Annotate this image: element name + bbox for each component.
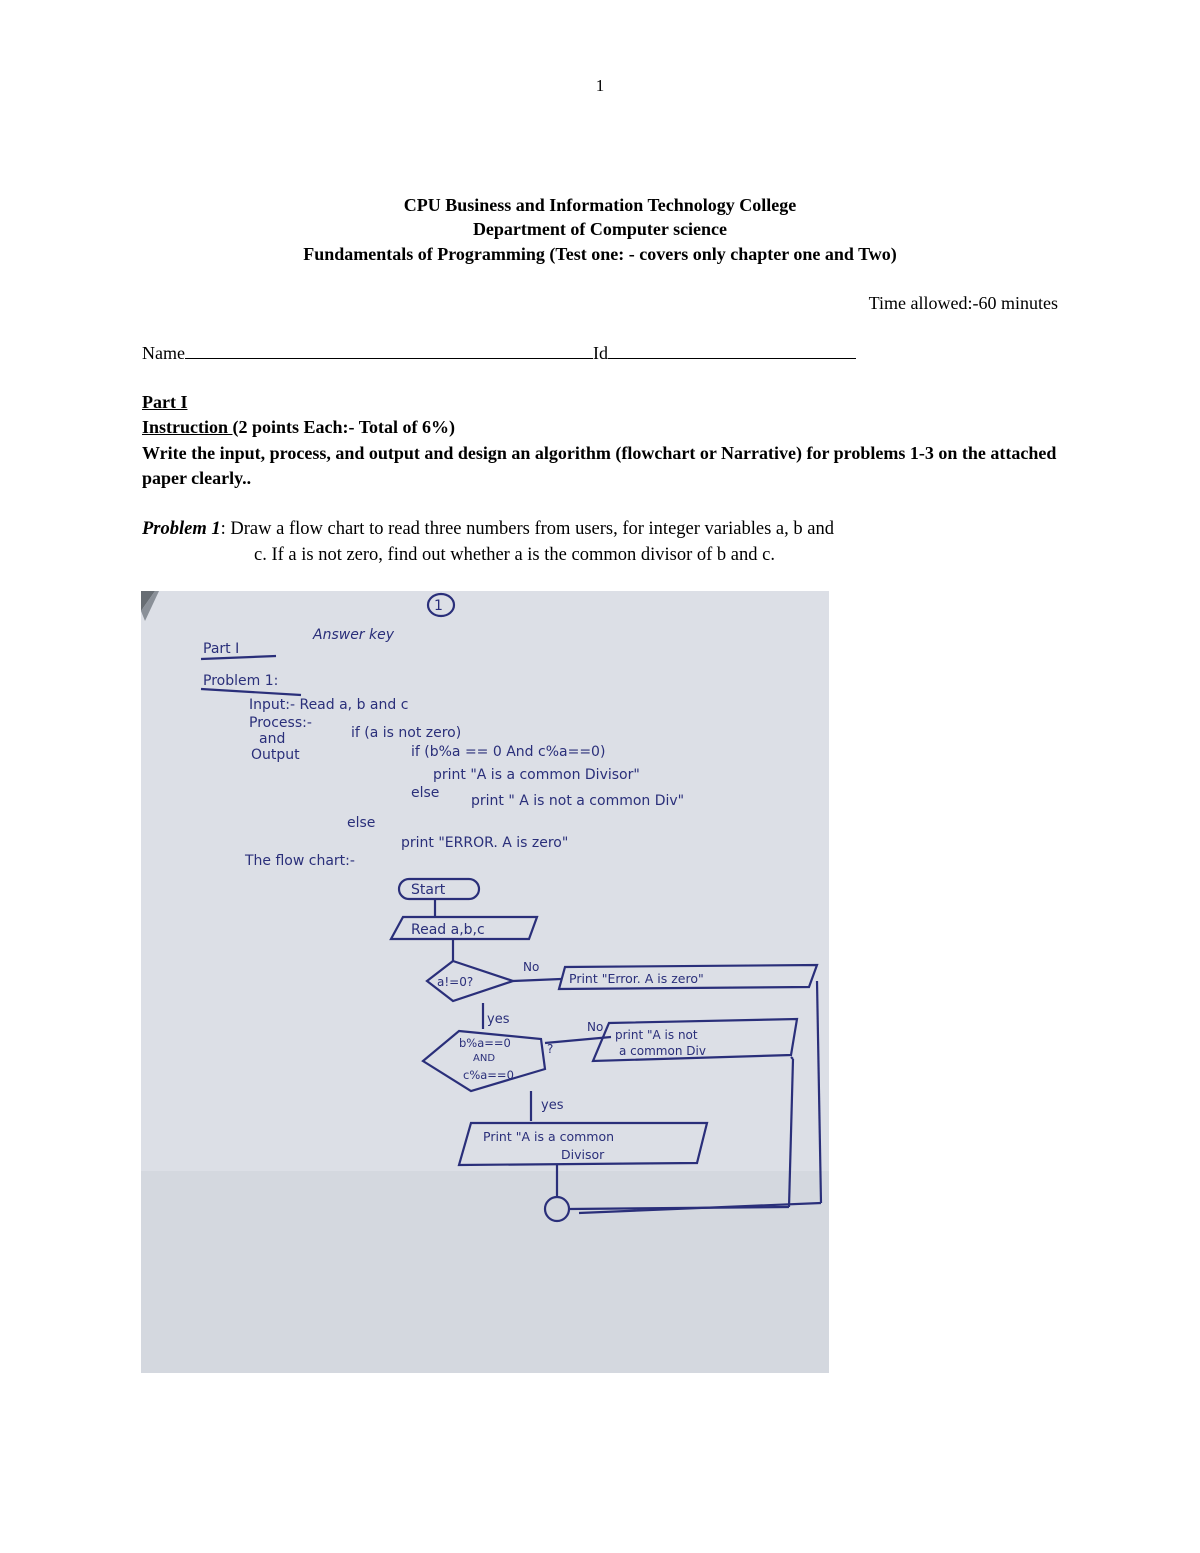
instruction-line: [142, 417, 455, 438]
fc-start-text: Start: [411, 882, 446, 898]
problem-1: [142, 516, 1062, 568]
hw-problem: Problem 1:: [203, 673, 279, 689]
fc-divisor-text-2: Divisor: [561, 1147, 605, 1162]
fc-cond2c-text: c%a==0: [463, 1068, 514, 1082]
hw-if1: if (a is not zero): [351, 725, 462, 741]
name-id-row: [142, 342, 856, 364]
hw-circle-num: 1: [434, 598, 443, 614]
fc-notdiv-text-2: a common Div: [619, 1044, 706, 1058]
hw-if2: if (b%a == 0 And c%a==0): [411, 744, 606, 760]
hw-else2: else: [347, 815, 376, 831]
name-label: Name: [142, 343, 185, 363]
hw-part: Part I: [203, 641, 240, 657]
fc-no1-text: No: [523, 960, 540, 974]
problem-line-1: : Draw a flow chart to read three numbers from users, for integer variables a, b and: [220, 519, 834, 539]
instruction-label: Instruction: [142, 417, 233, 437]
hw-and: and: [259, 731, 286, 747]
fc-notdiv-text-1: print "A is not: [615, 1028, 698, 1042]
handwritten-answer-photo: [141, 591, 829, 1373]
college-title: CPU Business and Information Technology College: [403, 195, 797, 215]
fc-q-text: ?: [547, 1042, 554, 1056]
hw-else1: else: [411, 785, 440, 801]
instruction-points: (2 points Each:- Total of 6%): [232, 417, 456, 437]
part-title: Part I: [142, 392, 188, 412]
fc-divisor-text-1: Print "A is a common: [483, 1129, 615, 1144]
fc-no2-text: No: [587, 1020, 604, 1034]
course-title: Fundamentals of Programming (Test one: - covers only chapter one and Two): [303, 244, 897, 264]
hw-flow-title: The flow chart:-: [245, 853, 355, 869]
id-blank: [608, 342, 856, 359]
problem-label: Problem 1: [142, 519, 221, 539]
fc-cond2a-text: b%a==0: [459, 1036, 511, 1050]
name-blank: [185, 342, 593, 359]
fc-cond2b-text: AND: [473, 1053, 496, 1064]
problem-line-2: c. If a is not zero, find out whether a is the common divisor of b and c.: [254, 545, 775, 565]
hw-output: Output: [251, 747, 300, 763]
fc-cond1-text: a!=0?: [437, 975, 474, 989]
fc-error-text: Print "Error. A is zero": [569, 971, 704, 986]
hw-process: Process:-: [249, 715, 312, 731]
hw-print1: print "A is a common Divisor": [433, 767, 640, 783]
hw-answer-key: Answer key: [313, 627, 395, 643]
fc-yes2-text: yes: [541, 1098, 564, 1113]
time-allowed: Time allowed:-60 minutes: [868, 293, 1058, 313]
hw-print3: print "ERROR. A is zero": [401, 835, 569, 851]
fc-read-text: Read a,b,c: [411, 922, 485, 938]
id-label: Id: [592, 343, 608, 363]
hw-input: Input:- Read a, b and c: [249, 697, 409, 713]
department-title: Department of Computer science: [472, 219, 728, 239]
fc-yes1-text: yes: [487, 1012, 510, 1027]
page-number: 1: [595, 76, 605, 95]
instruction-text: Write the input, process, and output and design an algorithm (flowchart or Narrative) for problems 1-3 on the attached paper clearly..: [142, 443, 1057, 488]
hw-print2: print " A is not a common Div": [471, 793, 685, 809]
